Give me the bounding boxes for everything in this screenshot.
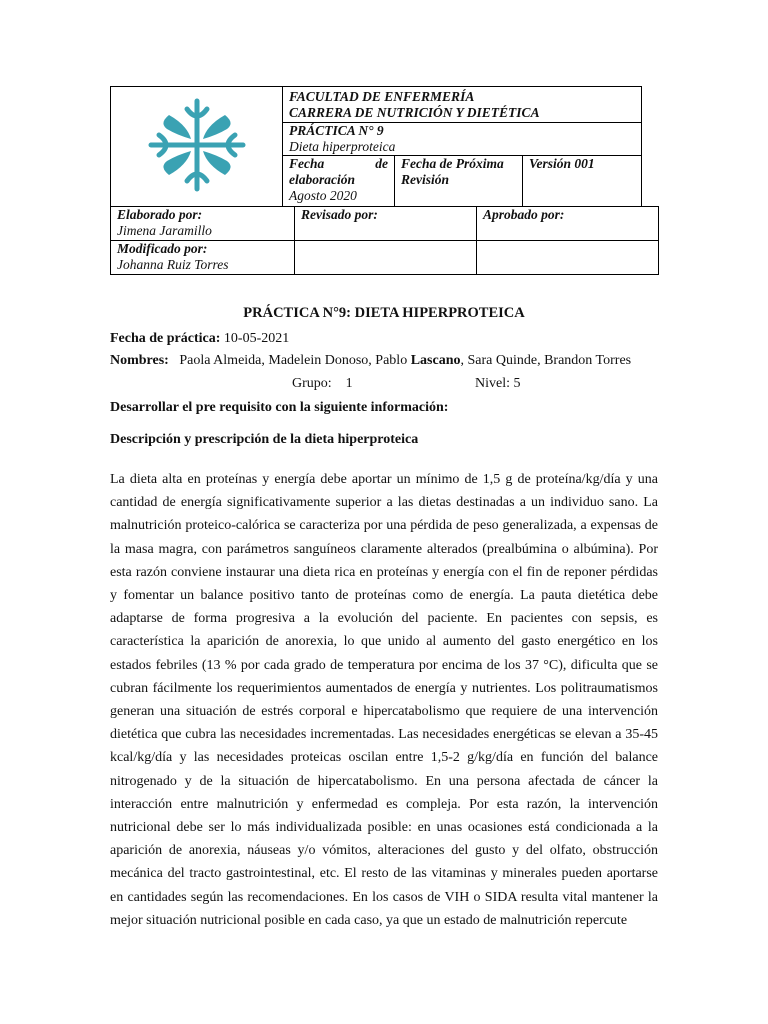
revision-label: Fecha de Próxima Revisión (401, 156, 504, 187)
revisado-label: Revisado por: (301, 207, 378, 222)
nombres-value-b: , Sara Quinde, Brandon Torres (460, 353, 632, 368)
instruction-line (110, 400, 448, 416)
nivel-text: Nivel: 5 (475, 376, 521, 391)
signature-table (110, 206, 659, 275)
fecha-practica-value: 10-05-2021 (220, 331, 290, 346)
body-paragraph: La dieta alta en proteínas y energía debe aportar un mínimo de 1,5 g de proteína/kg/día y una cantidad de energía significativamente superior a las dietas destinadas a un individuo sano. La malnutrición proteico-calórica se caracteriza por una pérdida de peso generalizada, a expensas de la masa magra, con parámetros sanguíneos claramente alterados (prealbúmina o albúmina). Por esta razón conviene instaurar una dieta rica en proteínas y energía con el fin de reponer pérdidas y fomentar un balance positivo tanto de proteínas como de energía. La pauta dietética debe adaptarse de forma progresiva a la evolución del paciente. En pacientes con sepsis, es característica la aparición de anorexia, lo que unido al aumento del gasto energético en los estados febriles (13 % por cada grado de temperatura por encima de los 37 °C), dificulta que se cubran fácilmente los requerimientos aumentados de energía y nutrientes. Los politraumatismos generan una situación de estrés corporal e hipercatabolismo que requiere de una intervención dietética que cubra las necesidades incrementadas. Las necesidades energéticas se elevan a 35-45 kcal/kg/día y las necesidades proteicas oscilan entre 1,5-2 g/kg/día en función del balance nitrogenado y de la situación de hipercatabolismo. En una persona afectada de cáncer la interacción entre malnutrición y enfermedad es compleja. Por esta razón, la intervención nutricional debe ser lo más individualizada posible: en unas ocasiones está condicionada a la aparición de anorexia, náuseas y/o vómitos, alteraciones del gusto y del olfato, obstrucción mecánica del tracto gastrointestinal, etc. El resto de las vitaminas y minerales pueden aportarse en cantidades según las recomendaciones. En los casos de VIH o SIDA resulta vital mantener la mejor situación nutricional posible en cada caso, ya que un estado de malnutrición repercute (110, 472, 658, 928)
nombres-value-bold: Lascano (410, 353, 461, 368)
fecha-label-b: de (375, 156, 388, 171)
faculty-cell (283, 87, 642, 123)
practice-number: PRÁCTICA N° 9 (289, 123, 384, 138)
elaborado-value: Jimena Jaramillo (117, 223, 212, 238)
empty-cell-1 (295, 241, 477, 275)
fecha-practica-label: Fecha de práctica: (110, 331, 221, 346)
revision-cell (395, 156, 523, 207)
cross-emblem-logo (137, 95, 257, 195)
nombres-label: Nombres: (110, 353, 169, 368)
practice-name: Dieta hiperproteica (289, 139, 396, 154)
section-title-line (110, 432, 418, 448)
modificado-cell (111, 241, 295, 275)
version-label: Versión 001 (529, 156, 595, 171)
instruction-text: Desarrollar el pre requisito con la siguiente información: (110, 400, 449, 415)
career-name: CARRERA DE NUTRICIÓN Y DIETÉTICA (289, 105, 540, 120)
faculty-name: FACULTAD DE ENFERMERÍA (289, 89, 475, 104)
header-table (110, 86, 642, 207)
fecha-value: Agosto 2020 (289, 188, 357, 203)
document-title: PRÁCTICA N°9: DIETA HIPERPROTEICA (243, 305, 525, 321)
revisado-cell (295, 207, 477, 241)
logo-cell (111, 87, 283, 207)
nombres-value-a: Paola Almeida, Madelein Donoso, Pablo (168, 353, 411, 368)
version-cell (523, 156, 642, 207)
empty-cell-2 (477, 241, 659, 275)
modificado-label: Modificado por: (117, 241, 208, 256)
practice-cell (283, 123, 642, 156)
grupo-text: Grupo: 1 (292, 376, 353, 391)
fecha-cell (283, 156, 395, 207)
modificado-value: Johanna Ruiz Torres (117, 257, 229, 272)
fecha-label-a: Fecha (289, 156, 325, 171)
aprobado-cell (477, 207, 659, 241)
fecha-practica-line (110, 331, 289, 347)
section-title: Descripción y prescripción de la dieta hiperproteica (110, 432, 419, 447)
nombres-line (110, 353, 631, 369)
fecha-label-c: elaboración (289, 172, 355, 187)
elaborado-cell (111, 207, 295, 241)
aprobado-label: Aprobado por: (483, 207, 565, 222)
elaborado-label: Elaborado por: (117, 207, 203, 222)
